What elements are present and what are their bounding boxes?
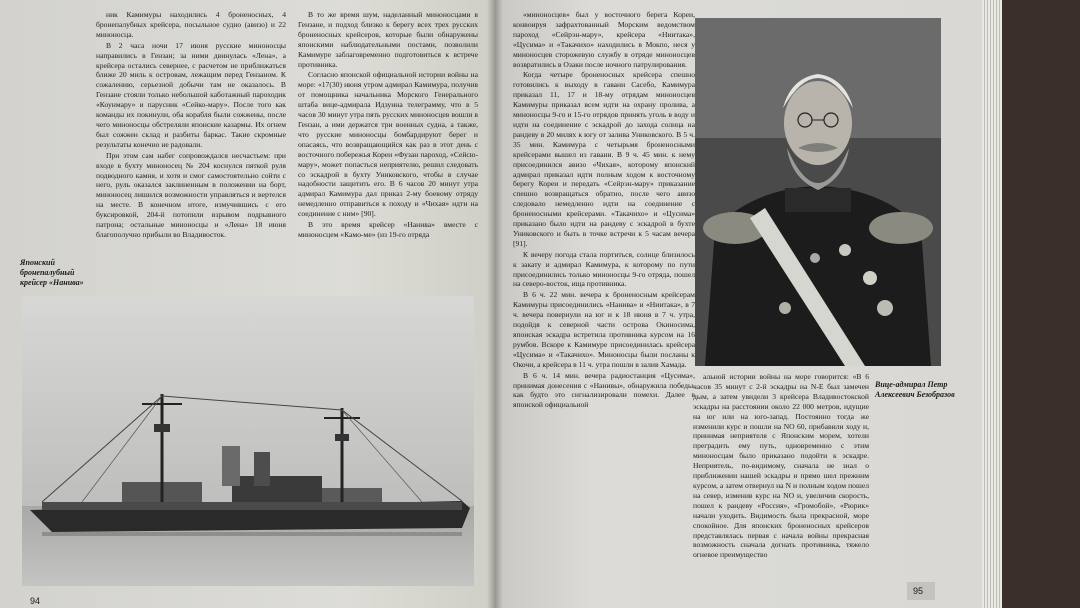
paragraph: В 6 ч. 14 мин. вечера радиостанция «Цусима», принимая донесения с «Нанивы», обнаружила победы, как будто это сигнализировали помехи. Далее в японской официальной (513, 370, 695, 410)
book-spine (487, 0, 503, 608)
paragraph: В 2 часа ночи 17 июня русские миноносцы направились в Гензан; за ними двинулась «Лена», а крейсера остались севернее, с расчетом не приближаться ближе 20 миль к островам, лежащим перед Гензаном. К сожалению, серьезной добычи там не оказалось. В Гензане стояли только небольшой каботажный пароходик «Коунмару» и парусник «Сейко-мару». После того как команды их покинули, оба корабля были сожжены, после чего миноносцы обстреляли японские казармы. Их огнем был сожжен склад и разбиты баркас. Такие скромные результаты конечно не радовали. (96, 40, 286, 149)
paragraph: В это время крейсер «Нанива» вместе с миноносцем «Камо-ме» (из 19-го отряда (298, 220, 478, 239)
left-page (0, 0, 495, 608)
cruiser-photo (22, 296, 474, 586)
paragraph: ник Камимуры находились 4 броненосных, 4 бронепалубных крейсера, посыльное судно (авизо) и 22 миноносца. (96, 10, 286, 39)
paragraph: В 6 ч. 22 мин. вечера к броненосным крейсерам Камимуры присоединились «Нанива» и «Ниитака», в 7 ч. вечера повернули на юг и к 18 июня в 7 ч. утра, подойдя к северной части острова Окиносима, японская эскадра встретила противника курсом на 16 румбов. Вскоре к Камимуре присоединилась крейсера «Цусима» и «Такачихо». Миноносцы были посланы к Окочи, а крейсера в 11 ч. утра пошли в залив Хамада. (513, 290, 695, 369)
admiral-portrait-photo (695, 18, 941, 366)
paragraph: «миноносцев» был у восточного берега Кореи, конвоируя зафрахтованный Морским ведомством пароход «Сейрэн-мару», крейсера «Ниитака», «Цусима» и «Такачихо» находились в Мокпо, неся у миноносцев сторожевую службу в отряде миноносцев возвратились в Озаки после ночного патрулирования. (513, 10, 695, 69)
paragraph: При этом сам набег сопровождался несчастьем: при входе в бухту миноносец № 204 коснулся пяткой руля подводного камня, и хотя и смог самостоятельно сойти с него, руль оказался заклиненным в положении на борт, миноносец лишился возможности управляться и вертелся на месте. В конечном итоге, измучившись с его буксировкой, 204-й потопили взрывом подрывного патрона; остальные миноносцы и «Лена» 18 июня благополучно прибыли во Владивосток. (96, 150, 286, 239)
paragraph: К вечеру погода стала портиться, солнце близилось к закату и адмирал Камимура, к которому по пути присоединились только миноносцы 9-го отряда, пошел на северо-восток, ища противника. (513, 249, 695, 289)
right-page (495, 0, 985, 608)
page-number-left: 94 (30, 596, 41, 606)
paragraph: альной истории войны на море говорится: «В 6 часов 35 минут с 2-й эскадры на N-E был замечен дым, а затем увидели 3 крейсера Владивостокской эскадры на расстоянии около 22 000 метров, идущие на юг или на юго-запад. Постоянно тогда же изменили курс и пошли на NO 60, прибавили ходу и, принимая неприятеля с Японским морем, хотели преградить ему путь, одновременно с этим миноносцам было приказано подойти к эскадре. Неприятель, по-видимому, сначала не знал о приближении нашей эскадры и прямо шел прежним курсом, а затем отвернул на N и полным ходом пошел на север, изменив курс на NO и, увеличив скорость, пошел к рандеву «Россия», «Громобой», «Рюрик» начали уходить. Видимость была прекрасной, море спокойное. Для японских броненосных крейсеров представлялась первая с начала войны прекрасная возможность сначала догнать противника, тяжело огневое преимущество (693, 372, 869, 560)
right-text-column-1 (513, 10, 695, 602)
left-photo-caption: Японский бронепалубный крейсер «Нанива» (20, 258, 84, 287)
page-edges (982, 0, 1002, 608)
left-text-column-2 (298, 10, 478, 300)
right-photo-caption: Вице-адмирал Петр Алексеевич Безобразов (875, 380, 955, 399)
left-text-column-1 (96, 10, 286, 295)
page-number-right: 95 (913, 586, 924, 596)
paragraph: Когда четыре броненосных крейсера спешно готовились к выходу в гавани Сасебо, Камимура приказал 11, 17 и 18-му отрядам миноносцев Камимуры приказал всем идти на охрану пролива, а миноносцы 9-го и 15-го отрядов принять уголь в воду и идти на соединение с эскадрой до захода солнца на рандеву в 20 милях к югу от залива Униковского. В 5 ч. 35 мин. Камимура с четырьмя броненосными крейсерами вышел из гавани. В 9 ч. 45 мин. к нему присоединился авизо «Чихая», которому японский адмирал приказал идти полным ходом к восточному берегу Кореи и передать «Сейрэн-мару» приказание спешно возвращаться обратно, после чего авизо следовало немедленно идти на соединение с броненосными крейсерами. «Такачихо» и «Цусима» приказано было идти на рандеву с эскадрой в бухте Униковского и быть в точке встречи к 5 часам вечера [91]. (513, 70, 695, 248)
right-text-column-2 (693, 372, 869, 600)
paragraph: Согласно японской официальной истории войны на море: «17(30) июня утром адмирал Камимура, получив от помощника начальника Морского Генерального штаба вице-адмирала Идзуина телеграмму, что в 5 часов 30 минут утра пять русских миноносцев вошли в Гензан, а ими держатся три военных судна, а также, что русские миноносцы бомбардируют берег и опасаясь, что возвращающийся как раз в этот день с восточного побережья Кореи «Фузан пароход, «Сейсю-мару», может попасться неприятелю, решил следовать со эскадрой в бухту Униковского, чтобы в случае надобности защитить его. В 6 часов 20 минут утра адмирал Камимура дал приказ 2-му боевому отряду немедленно отправиться к походу и «Чихая» идти на соединение с ним» [90]. (298, 70, 478, 219)
paragraph: В то же время шум, наделанный миноносцами в Гензане, и подход близко к берегу всех трех русских броненосных крейсеров, которые были обнаружены японскими наблюдательными постами, позволили Камимуре заблаговременно подготовиться к встрече противника. (298, 10, 478, 69)
